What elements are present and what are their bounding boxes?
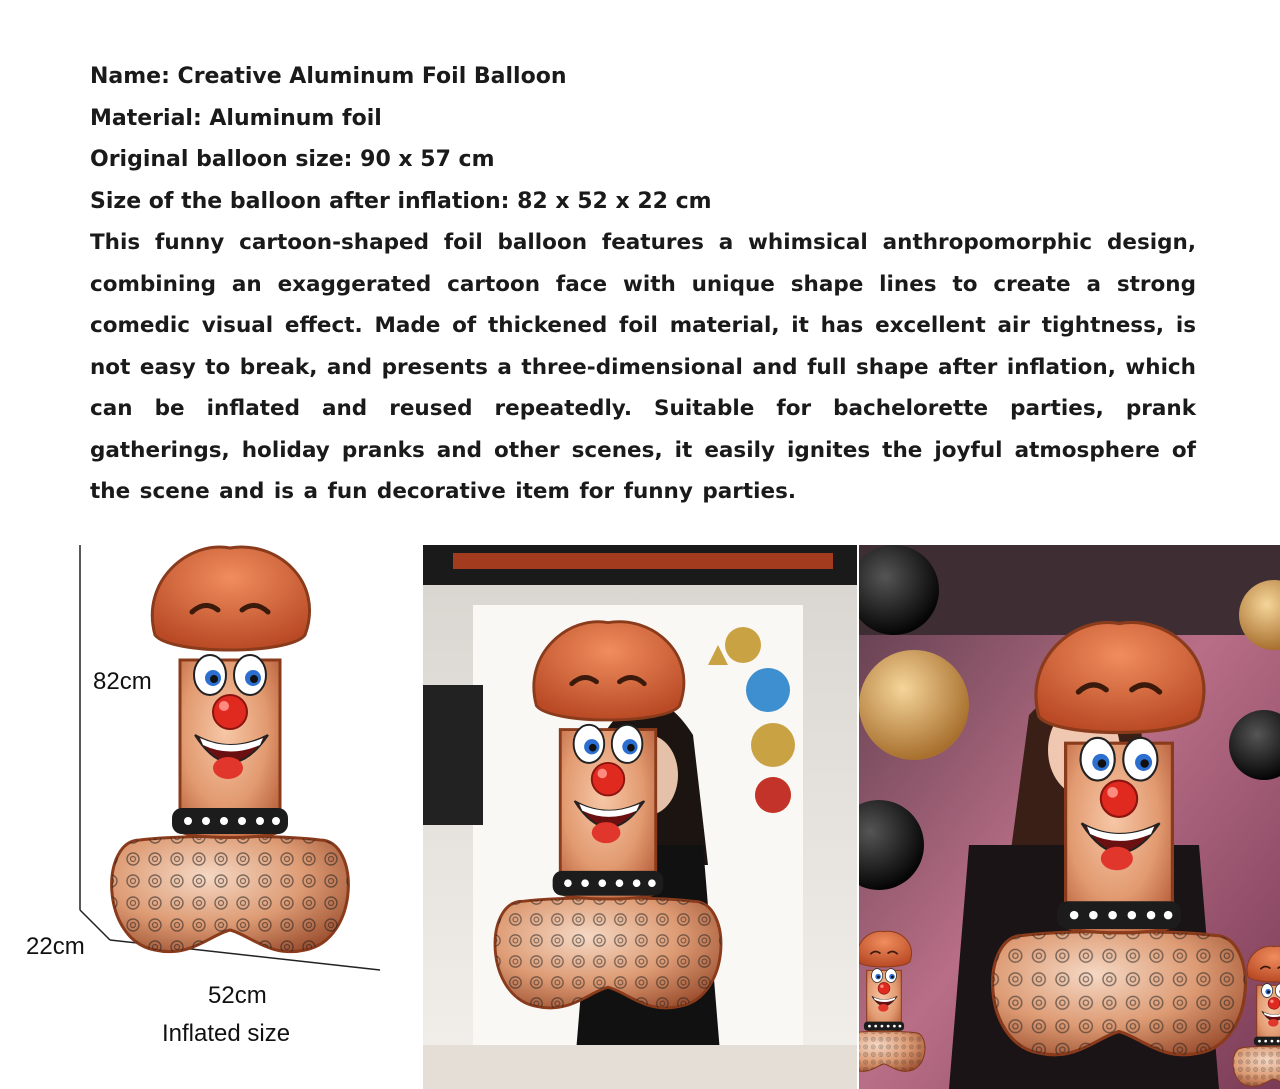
balloon-illustration	[100, 540, 360, 980]
product-specifications	[90, 56, 1196, 513]
product-description: This funny cartoon-shaped foil balloon features a whimsical anthropomorphic design, combining an exaggerated cartoon face with unique shape lines to create a strong comedic visual effect. Made of thickened foil material, it has excellent air tightness, is not easy to break, and presents a three-dimensional and full shape after inflation, which can be inflated and reused repeatedly. Suitable for bachelorette parties, prank gatherings, holiday pranks and other scenes, it easily ignites the joyful atmosphere of the scene and is a fun decorative item for funny parties.	[90, 230, 1196, 504]
width-dimension-label: 52cm	[208, 982, 267, 1009]
diagram-caption: Inflated size	[162, 1020, 291, 1047]
height-dimension-label: 82cm	[93, 668, 152, 695]
spec-inflated-size: Size of the balloon after inflation: 82 x 52 x 22 cm	[90, 188, 712, 214]
studio-photo	[423, 545, 857, 1089]
spec-material: Material: Aluminum foil	[90, 105, 382, 131]
party-photo	[859, 545, 1280, 1089]
depth-dimension-label: 22cm	[26, 933, 85, 960]
spec-original-size: Original balloon size: 90 x 57 cm	[90, 147, 495, 172]
size-diagram	[0, 530, 420, 1089]
spec-name: Name: Creative Aluminum Foil Balloon	[90, 64, 567, 89]
